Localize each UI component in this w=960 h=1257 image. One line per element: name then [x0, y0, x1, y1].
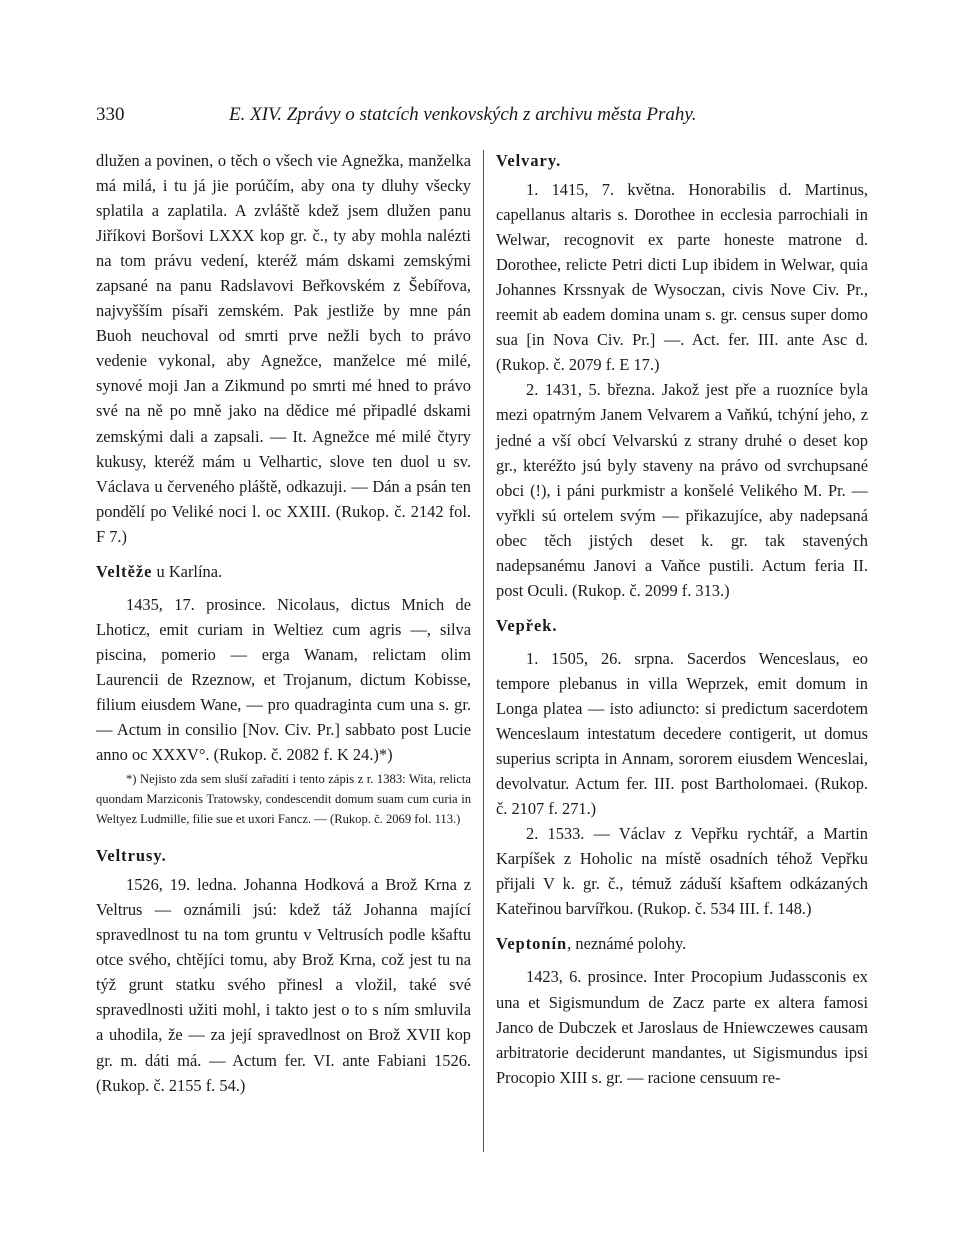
section-heading-veptonin-note: , neznámé polohy.: [567, 934, 687, 954]
paragraph-veprek-1533: 2. 1533. — Václav z Vepřku rychtář, a Martin Karpíšek z Hoholic na místě osadních téhož Vepřku přijali V k. gr. č., témuž záduší kšaftem odkázaných Kateřinou barvířkou. (Rukop. č. 534 III. f. 148.): [496, 824, 868, 919]
paragraph-velvary-1415: 1. 1415, 7. května. Honorabilis d. Martinus, capellanus altaris s. Dorothee in ecclesia parrochiali in Welwar, recognovit ex parte honeste matrone d. Dorothee, relicte Petri dicti Lup ibidem in Welwar, quia Johannes Krssnyak de Wysoczan, civis Nove Civ. Pr., reemit ab eadem domina unam s. gr. census super domo sua [in Nova Civ. Pr.] —. Act. fer. III. ante Asc d. (Rukop. č. 2079 f. E 17.): [496, 180, 868, 375]
page-number: 330: [96, 104, 125, 125]
paragraph-veltez-1435: 1435, 17. prosince. Nicolaus, dictus Mnich de Lhoticz, emit curiam in Weltiez cum agris —, silva piscina, pomerio — erga Wanam, relictam olim Laurencii de Rzeznow, et Trojanum, dictum Kobisse, filium eiusdem Wane, — pro quadraginta cum una s. gr. — Actum in consilio [Nov. Civ. Pr.] sabbato post Lucie anno oc XXXV°. (Rukop. č. 2082 f. K 24.)*): [96, 594, 471, 765]
section-heading-veltez-location: u Karlína.: [152, 561, 223, 581]
footnote: [96, 769, 471, 829]
section-heading-veptonin: [496, 931, 868, 956]
section-heading-veltrusy: Veltrusy.: [96, 846, 167, 866]
paragraph-testament-continuation: dlužen a povinen, o těch o všech vie Agnežka, manželka má milá, i tu já jie porúčím, aby ona ty dluhy všecky splatila a zaplatila. A zvláště kdež jsem dlužen panu Jiříkovi Boršovi LXXX kop gr. č., ty aby mohla nalézti na tom právu vedení, kteréž mám dskami zemskými zapsané na panu Radslavovi Beřkovském z Šebířova, najvyšším písaři zemském. Pak jestliže by mne pán Buoh neuchoval od smrti prve nežli bych to právo vedenie vykonal, aby Agnežce, manželce mé milé, synové moji Jan a Zikmund po smrti mé hned to právo své na ně po mně jako na dědice mé připadlé dskami zemskými dali a zapsali. — It. Agnežce mé milé čtyry kukusy, kteréž mám u Velhartic, slove ten duol u sv. Václava u červeného pláště, odkazuji. — Dán a psán ten pondělí po Veliké noci l. oc XXIII. (Rukop. č. 2142 fol. F 7.): [96, 151, 471, 546]
page-header: [96, 104, 866, 134]
left-column: [96, 148, 471, 1098]
section-heading-veprek: Vepřek.: [496, 615, 558, 635]
paragraph-veptonin-1423: 1423, 6. prosince. Inter Procopium Judassconis ex una et Sigismundum de Zacz parte ex altera famosi Janco de Dubczek et Jaroslaus de Hniewczewes causam arbitratorie deciderunt mandantes, ut Sigismundus ipsi Procopio XIII s. gr. — racione censuum re-: [496, 967, 868, 1087]
paragraph-veprek-1505: 1. 1505, 26. srpna. Sacerdos Wenceslaus, eo tempore plebanus in villa Weprzek, emit domum in Longa platea — isto adiuncto: si predictum sacerdotem Wenceslaum intestatum decedere contigerit, ut domus superius scripta in Annam, sororem eiusdem Wenceslai, devolvatur. Actum fer. III. post Bartholomaei. (Rukop. č. 2107 f. 271.): [496, 648, 868, 819]
paragraph-velvary-1431: 2. 1431, 5. března. Jakož jest pře a ruozníce byla mezi opatrným Janem Velvarem a Vaňkú, tchýní jeho, z jedné a vší obcí Velvarskú z strany druhé o deset kop gr., kteréžto jsú byly staveny na právo od svrchupsané obci (!), i páni purkmistr a konšelé Velikého M. Pr. — vyřkli sú ortelem svým — přikazujíce, aby nadepsaná obec těch jistých deset k. gr. tak stavených nadepsanému Janovi a Vaňce pustili. Actum feria II. post Oculi. (Rukop. č. 2099 f. 313.): [496, 380, 868, 600]
footnote-text: *) Nejisto zda sem sluší zařaditi i tento zápis z r. 1383: Wita, relicta quondam Marziconis Tratowsky, condescendit domum suam cum curia in Weltyez Ludmille, filie sue et uxori Fancz. — (Rukop. č. 2069 fol. 113.): [96, 772, 471, 827]
running-title: E. XIV. Zprávy o statcích venkovských z archivu města Prahy.: [229, 104, 697, 125]
section-heading-veptonin-name: Veptonín: [496, 934, 568, 954]
section-heading-veltez-name: Veltěže: [96, 561, 153, 581]
paragraph-veltrusy-1526: 1526, 19. ledna. Johanna Hodková a Brož Krna z Veltrus — oznámili jsú: kdež táž Johanna mající spravedlnost tu na tom gruntu v Veltrusích podle kšaftu otce svého, chtějíci tomu, aby Brož Krna, což jest tu na týž grunt statku svého přinesl a vložil, také své spravedlnosti užiti mohl, i takto jest o to s ním smluvila a uhodila, že — za její spravedlnost on Brož XVII kop gr. m. dáti má. — Actum fer. VI. ante Fabiani 1526. (Rukop. č. 2155 f. 54.): [96, 875, 471, 1095]
section-heading-velvary: Velvary.: [496, 151, 562, 170]
right-column: [496, 148, 868, 1090]
section-heading-veltez: [96, 559, 471, 584]
column-divider: [483, 150, 484, 1152]
